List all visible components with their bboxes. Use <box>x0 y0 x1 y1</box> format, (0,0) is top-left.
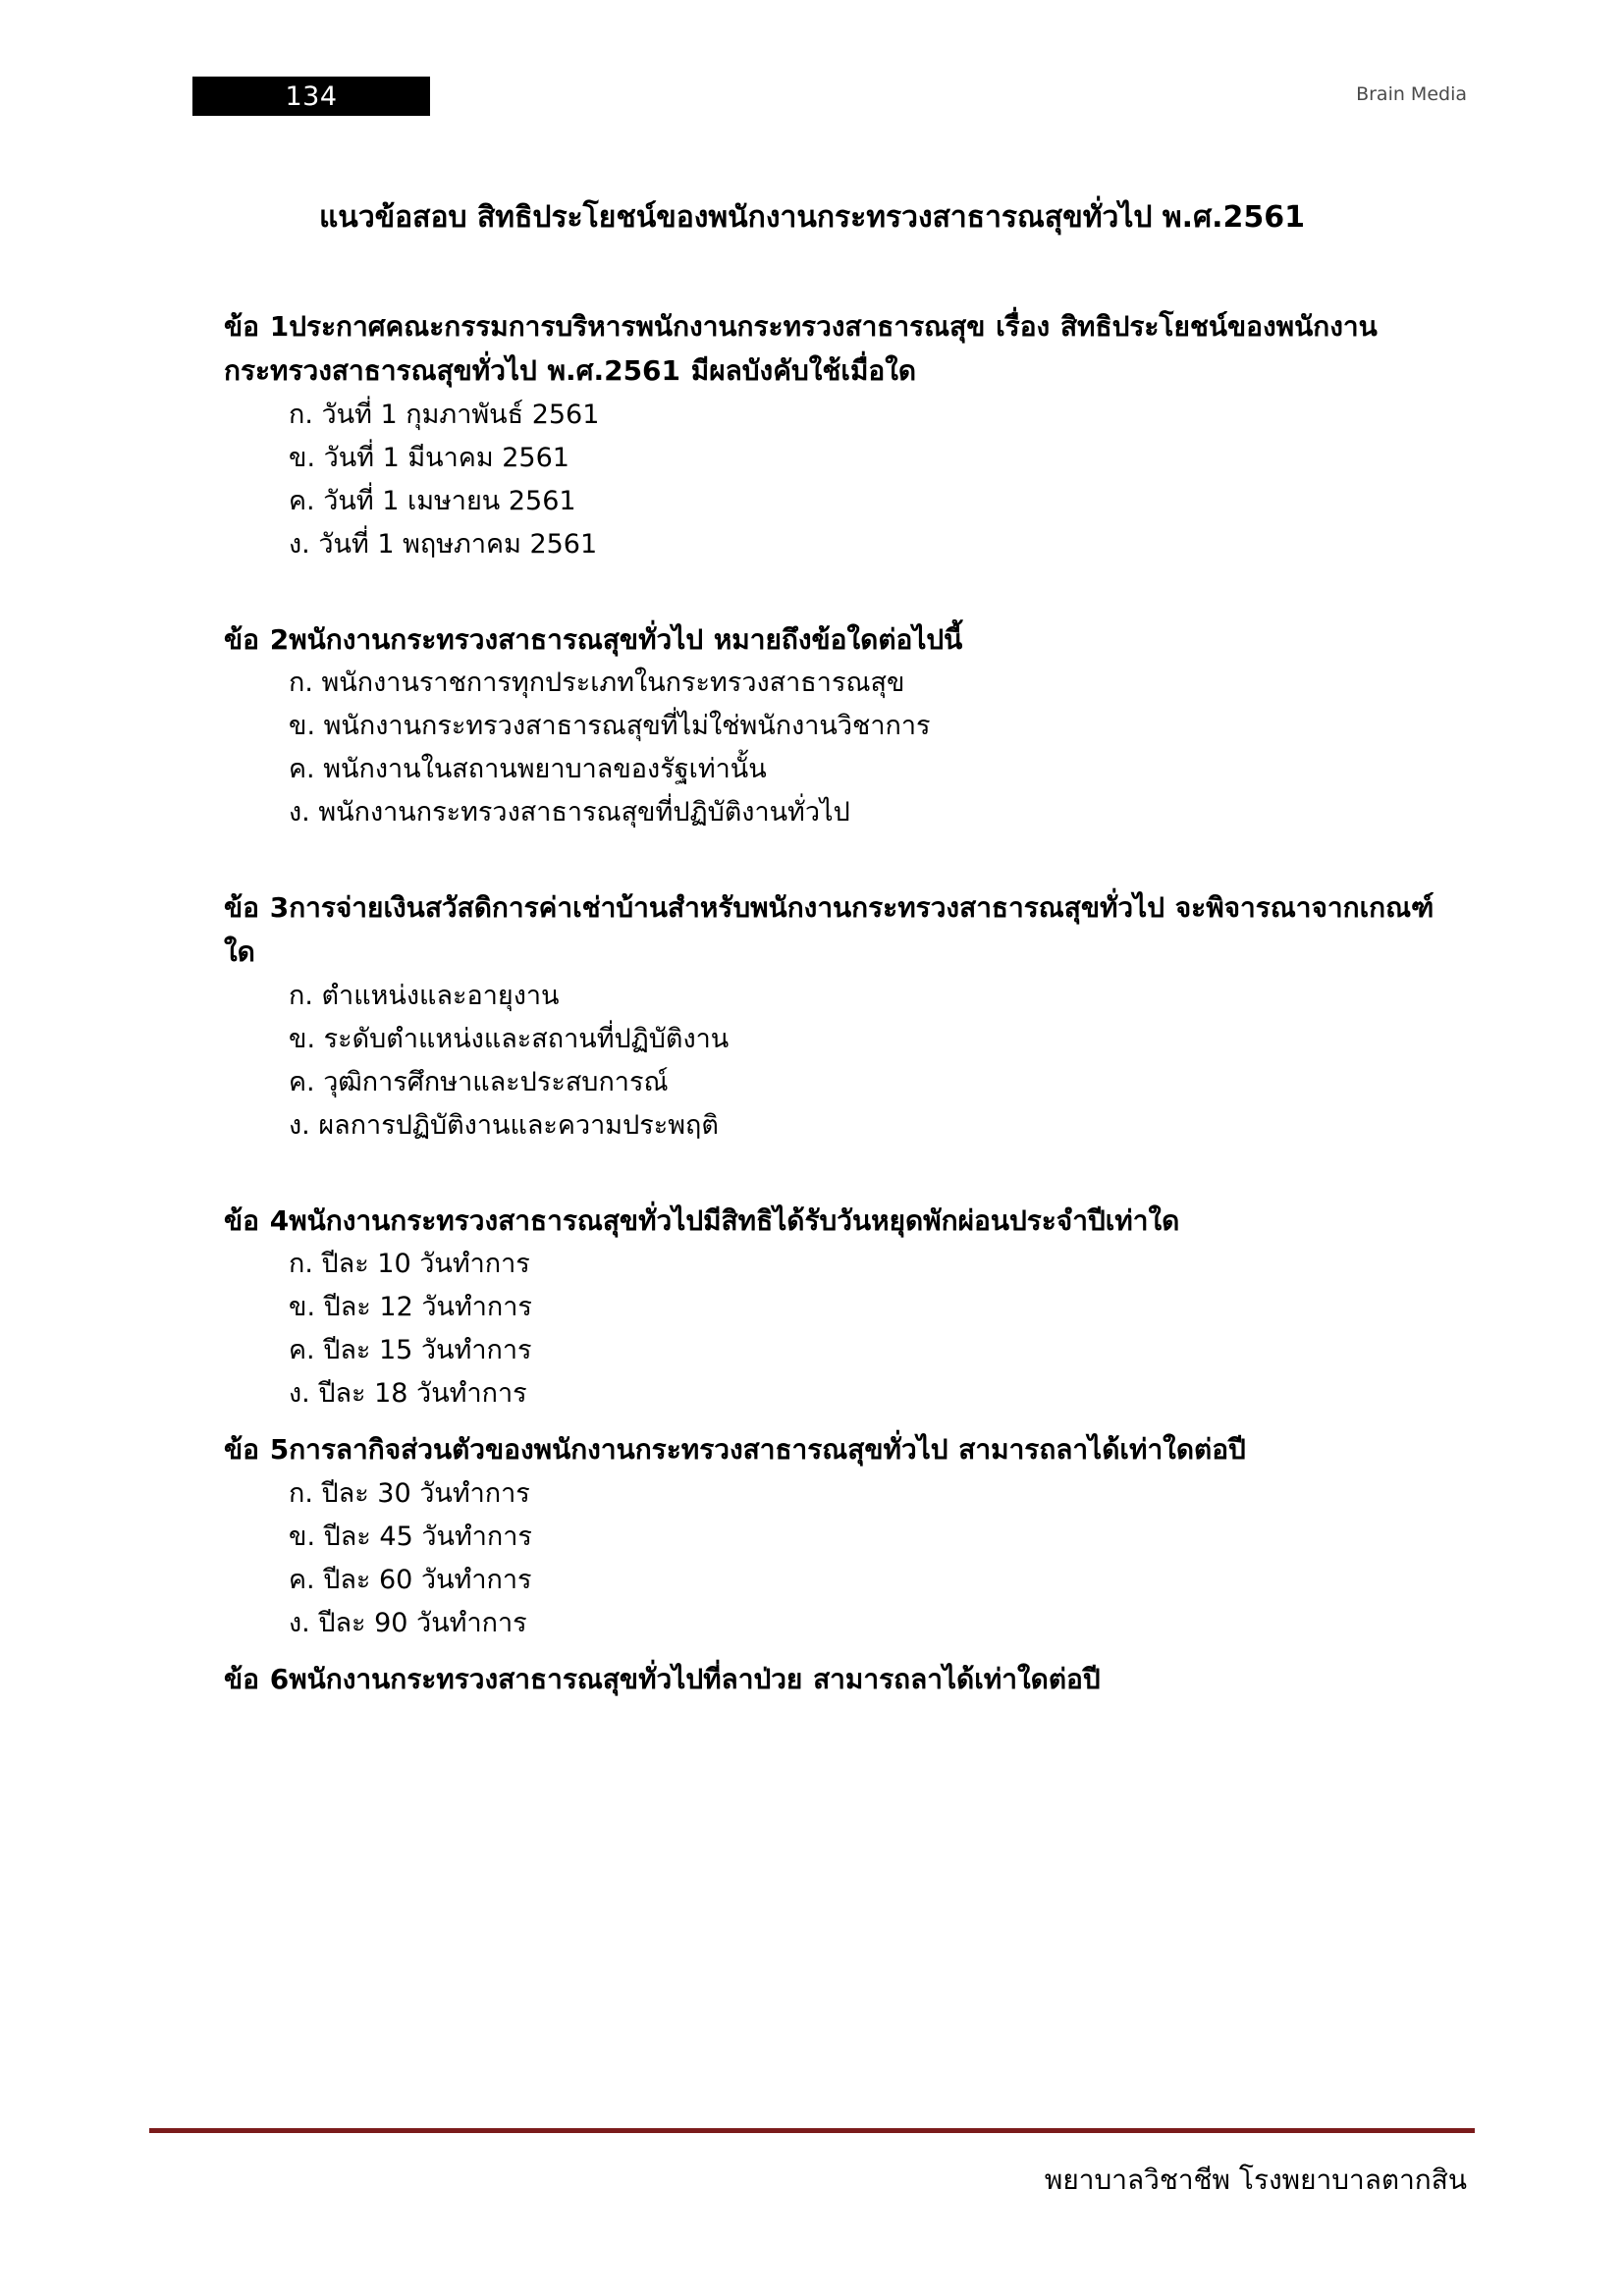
option-list <box>224 1472 1441 1645</box>
option-list <box>224 394 1441 566</box>
option-item[interactable]: ง. ปีละ 90 วันทำการ <box>289 1607 527 1638</box>
question-text: ข้อ 4พนักงานกระทรวงสาธารณสุขทั่วไปมีสิทธิได้รับวันหยุดพักผ่อนประจำปีเท่าใด <box>224 1203 1180 1237</box>
option-item[interactable]: ง. ปีละ 18 วันทำการ <box>289 1378 527 1410</box>
option-item[interactable]: ก. วันที่ 1 กุมภาพันธ์ 2561 <box>289 399 600 430</box>
option-item[interactable]: ข. ปีละ 45 วันทำการ <box>289 1521 532 1552</box>
page-number-badge: 134 <box>192 77 430 116</box>
option-item[interactable]: ข. ระดับตำแหน่งและสถานที่ปฏิบัติงาน <box>289 1023 730 1054</box>
question-text: ข้อ 6พนักงานกระทรวงสาธารณสุขทั่วไปที่ลาป่วย สามารถลาได้เท่าใดต่อปี <box>224 1662 1101 1695</box>
option-item[interactable]: ก. ปีละ 30 วันทำการ <box>289 1477 530 1509</box>
footer-divider <box>149 2128 1475 2133</box>
exam-questions-list <box>224 304 1441 1707</box>
option-item[interactable]: ค. วันที่ 1 เมษายน 2561 <box>289 485 576 516</box>
question-item <box>224 1657 1441 1701</box>
option-item[interactable]: ง. ผลการปฏิบัติงานและความประพฤติ <box>289 1109 719 1141</box>
question-item <box>224 1199 1441 1415</box>
footer-attribution: พยาบาลวิชาชีพ โรงพยาบาลตากสิน <box>1044 2163 1467 2196</box>
question-text: ข้อ 2พนักงานกระทรวงสาธารณสุขทั่วไป หมายถึงข้อใดต่อไปนี้ <box>224 622 963 656</box>
question-text: ข้อ 1ประกาศคณะกรรมการบริหารพนักงานกระทรวงสาธารณสุข เรื่อง สิทธิประโยชน์ของพนักงานกระทรวงสาธารณสุขทั่วไป พ.ศ.2561 มีผลบังคับใช้เมื่อใด <box>224 310 1378 388</box>
option-item[interactable]: ง. วันที่ 1 พฤษภาคม 2561 <box>289 528 598 560</box>
option-item[interactable]: ข. พนักงานกระทรวงสาธารณสุขที่ไม่ใช่พนักงานวิชาการ <box>289 711 931 742</box>
option-item[interactable]: ค. ปีละ 15 วันทำการ <box>289 1335 532 1366</box>
page-footer <box>149 2128 1475 2202</box>
option-item[interactable]: ก. ปีละ 10 วันทำการ <box>289 1249 530 1280</box>
question-text: ข้อ 3การจ่ายเงินสวัสดิการค่าเช่าบ้านสำหรับพนักงานกระทรวงสาธารณสุขทั่วไป จะพิจารณาจากเกณฑ์ใด <box>224 891 1435 969</box>
page-title: แนวข้อสอบ สิทธิประโยชน์ของพนักงานกระทรวงสาธารณสุขทั่วไป พ.ศ.2561 <box>318 200 1306 235</box>
spacer <box>224 572 1441 617</box>
question-item <box>224 617 1441 834</box>
option-item[interactable]: ค. วุฒิการศึกษาและประสบการณ์ <box>289 1066 669 1097</box>
option-list <box>224 1243 1441 1415</box>
publisher-brand: Brain Media <box>1356 83 1467 105</box>
question-item <box>224 1427 1441 1644</box>
option-item[interactable]: ค. พนักงานในสถานพยาบาลของรัฐเท่านั้น <box>289 754 767 785</box>
option-item[interactable]: ค. ปีละ 60 วันทำการ <box>289 1564 532 1595</box>
option-item[interactable]: ง. พนักงานกระทรวงสาธารณสุขที่ปฏิบัติงานทั่วไป <box>289 797 850 828</box>
option-item[interactable]: ข. ปีละ 12 วันทำการ <box>289 1292 532 1323</box>
option-item[interactable]: ข. วันที่ 1 มีนาคม 2561 <box>289 442 569 473</box>
spacer <box>224 840 1441 885</box>
option-list <box>224 662 1441 834</box>
option-item[interactable]: ก. พนักงานราชการทุกประเภทในกระทรวงสาธารณสุข <box>289 667 905 699</box>
page-header <box>192 77 1467 118</box>
question-text: ข้อ 5การลากิจส่วนตัวของพนักงานกระทรวงสาธารณสุขทั่วไป สามารถลาได้เท่าใดต่อปี <box>224 1433 1246 1467</box>
spacer <box>224 1153 1441 1199</box>
option-list <box>224 975 1441 1148</box>
option-item[interactable]: ก. ตำแหน่งและอายุงาน <box>289 980 560 1011</box>
question-item <box>224 304 1441 566</box>
question-item <box>224 885 1441 1148</box>
